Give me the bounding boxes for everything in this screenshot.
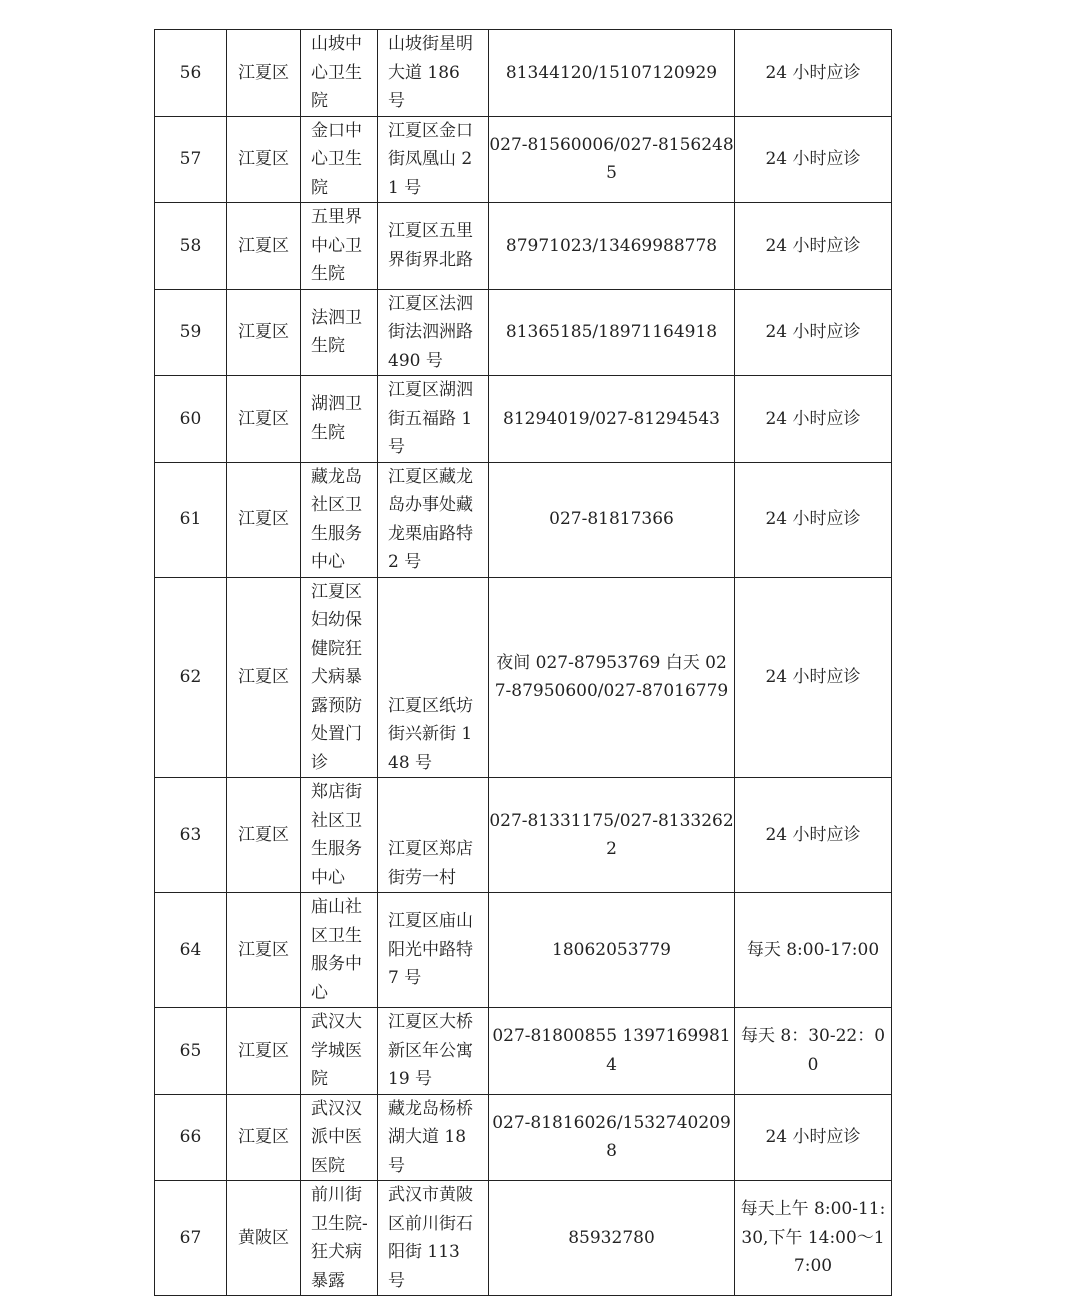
row-number: 66	[155, 1094, 227, 1181]
table-row	[155, 462, 892, 577]
address-cell: 江夏区纸坊街兴新街 148 号	[378, 577, 489, 778]
table-row	[155, 116, 892, 203]
address-cell: 江夏区金口街凤凰山 21 号	[378, 116, 489, 203]
row-number: 67	[155, 1181, 227, 1296]
address-cell: 江夏区庙山阳光中路特 7 号	[378, 893, 489, 1008]
clinic-name-cell: 庙山社区卫生服务中心	[301, 893, 378, 1008]
row-number: 63	[155, 778, 227, 893]
district-cell: 江夏区	[227, 289, 301, 376]
table-row	[155, 778, 892, 893]
table-row	[155, 376, 892, 463]
clinic-name-cell: 前川街卫生院-狂犬病暴露	[301, 1181, 378, 1296]
row-number: 56	[155, 30, 227, 117]
hours-cell: 24 小时应诊	[735, 203, 892, 290]
address-cell: 山坡街星明大道 186 号	[378, 30, 489, 117]
phone-cell: 18062053779	[489, 893, 735, 1008]
hours-cell: 24 小时应诊	[735, 1094, 892, 1181]
row-number: 58	[155, 203, 227, 290]
phone-cell: 夜间 027-87953769 白天 027-87950600/027-87016779	[489, 577, 735, 778]
phone-cell: 027-81800855 13971699814	[489, 1008, 735, 1095]
table-row	[155, 1181, 892, 1296]
clinic-name-cell: 江夏区妇幼保健院狂犬病暴露预防处置门诊	[301, 577, 378, 778]
district-cell: 江夏区	[227, 30, 301, 117]
hours-cell: 每天 8：30-22：00	[735, 1008, 892, 1095]
district-cell: 江夏区	[227, 577, 301, 778]
hours-cell: 每天上午 8:00-11:30,下午 14:00～17:00	[735, 1181, 892, 1296]
table-row	[155, 577, 892, 778]
table-row	[155, 1094, 892, 1181]
phone-cell: 85932780	[489, 1181, 735, 1296]
clinic-name-cell: 郑店街社区卫生服务中心	[301, 778, 378, 893]
address-cell: 江夏区藏龙岛办事处藏龙栗庙路特 2 号	[378, 462, 489, 577]
phone-cell: 027-81816026/15327402098	[489, 1094, 735, 1181]
phone-cell: 027-81560006/027-81562485	[489, 116, 735, 203]
row-number: 64	[155, 893, 227, 1008]
hours-cell: 24 小时应诊	[735, 462, 892, 577]
clinic-table-body	[155, 30, 892, 1296]
district-cell: 江夏区	[227, 1094, 301, 1181]
row-number: 65	[155, 1008, 227, 1095]
address-cell: 武汉市黄陂区前川街石阳街 113 号	[378, 1181, 489, 1296]
row-number: 62	[155, 577, 227, 778]
clinic-table	[154, 29, 892, 1296]
district-cell: 江夏区	[227, 376, 301, 463]
hours-cell: 24 小时应诊	[735, 376, 892, 463]
address-cell: 江夏区五里界街界北路	[378, 203, 489, 290]
row-number: 57	[155, 116, 227, 203]
address-cell: 江夏区湖泗街五福路 1 号	[378, 376, 489, 463]
clinic-name-cell: 武汉大学城医院	[301, 1008, 378, 1095]
table-row	[155, 1008, 892, 1095]
clinic-name-cell: 山坡中心卫生院	[301, 30, 378, 117]
address-cell: 江夏区法泗街法泗洲路 490 号	[378, 289, 489, 376]
district-cell: 江夏区	[227, 778, 301, 893]
district-cell: 江夏区	[227, 116, 301, 203]
hours-cell: 24 小时应诊	[735, 116, 892, 203]
phone-cell: 81365185/18971164918	[489, 289, 735, 376]
hours-cell: 24 小时应诊	[735, 289, 892, 376]
hours-cell: 24 小时应诊	[735, 577, 892, 778]
address-cell: 藏龙岛杨桥湖大道 18 号	[378, 1094, 489, 1181]
clinic-name-cell: 五里界中心卫生院	[301, 203, 378, 290]
hours-cell: 24 小时应诊	[735, 778, 892, 893]
district-cell: 江夏区	[227, 1008, 301, 1095]
phone-cell: 87971023/13469988778	[489, 203, 735, 290]
phone-cell: 027-81817366	[489, 462, 735, 577]
clinic-name-cell: 藏龙岛社区卫生服务中心	[301, 462, 378, 577]
row-number: 61	[155, 462, 227, 577]
hours-cell: 24 小时应诊	[735, 30, 892, 117]
phone-cell: 81294019/027-81294543	[489, 376, 735, 463]
clinic-name-cell: 湖泗卫生院	[301, 376, 378, 463]
table-row	[155, 893, 892, 1008]
district-cell: 黄陂区	[227, 1181, 301, 1296]
table-row	[155, 289, 892, 376]
hours-cell: 每天 8:00-17:00	[735, 893, 892, 1008]
phone-cell: 027-81331175/027-81332622	[489, 778, 735, 893]
row-number: 59	[155, 289, 227, 376]
row-number: 60	[155, 376, 227, 463]
address-cell: 江夏区大桥新区年公寓 19 号	[378, 1008, 489, 1095]
district-cell: 江夏区	[227, 893, 301, 1008]
phone-cell: 81344120/15107120929	[489, 30, 735, 117]
address-cell: 江夏区郑店街劳一村	[378, 778, 489, 893]
table-row	[155, 30, 892, 117]
table-row	[155, 203, 892, 290]
district-cell: 江夏区	[227, 203, 301, 290]
clinic-name-cell: 法泗卫生院	[301, 289, 378, 376]
clinic-name-cell: 武汉汉派中医医院	[301, 1094, 378, 1181]
district-cell: 江夏区	[227, 462, 301, 577]
clinic-name-cell: 金口中心卫生院	[301, 116, 378, 203]
